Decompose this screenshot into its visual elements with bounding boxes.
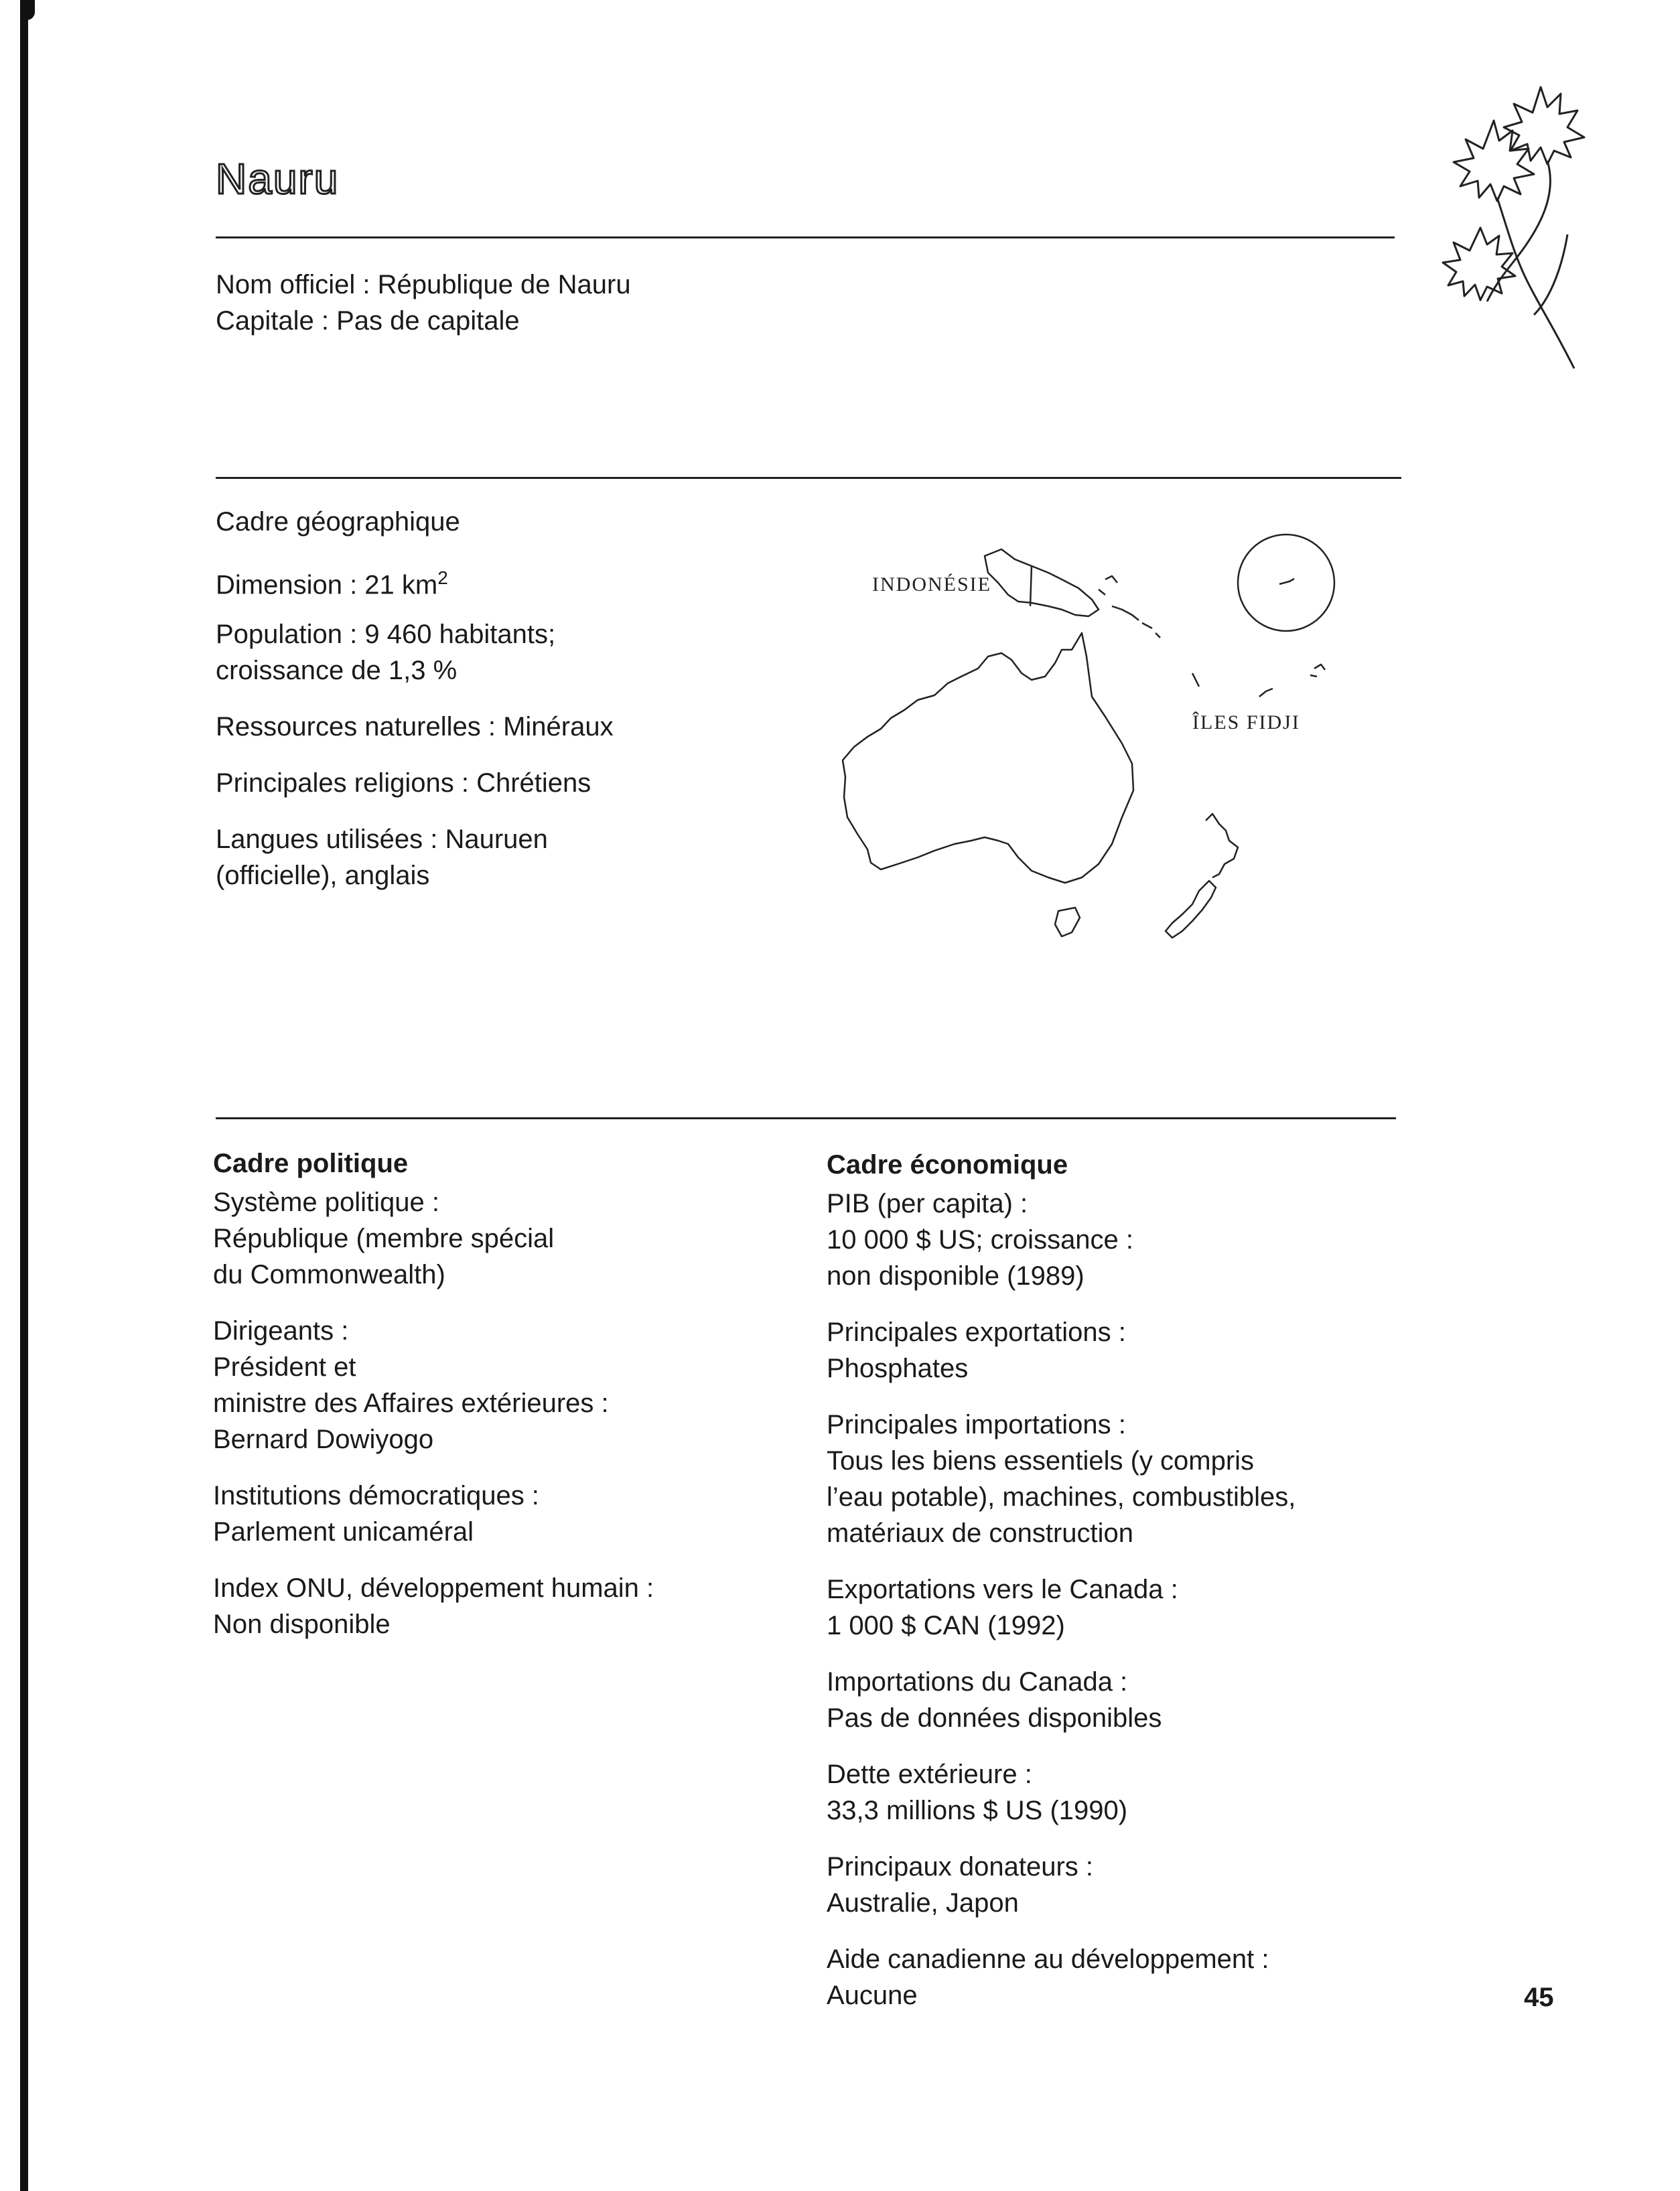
geo-religions: Principales religions : Chrétiens bbox=[216, 768, 591, 798]
economic-heading: Cadre économique bbox=[827, 1150, 1068, 1180]
economic-item-value: 33,3 millions $ US (1990) bbox=[827, 1796, 1128, 1825]
economic-item-label: Principales importations : bbox=[827, 1410, 1126, 1439]
political-item-label: Institutions démocratiques : bbox=[213, 1481, 539, 1510]
economic-item bbox=[827, 1941, 1496, 2013]
economic-item bbox=[827, 1571, 1496, 1644]
economic-item-value: matériaux de construction bbox=[827, 1518, 1134, 1548]
bismarck-islands bbox=[1099, 576, 1117, 595]
dimension-superscript: 2 bbox=[437, 567, 448, 588]
nauru-island-mark bbox=[1279, 579, 1294, 584]
political-section bbox=[213, 1145, 802, 1663]
geo-population-line2: croissance de 1,3 % bbox=[216, 656, 458, 685]
capital: Capitale : Pas de capitale bbox=[216, 306, 520, 336]
political-item bbox=[213, 1478, 802, 1550]
tasmania-outline bbox=[1055, 908, 1080, 936]
new-guinea-outline bbox=[985, 549, 1099, 616]
region-map bbox=[817, 516, 1367, 971]
border-line bbox=[1030, 566, 1032, 606]
economic-item-label: PIB (per capita) : bbox=[827, 1189, 1028, 1218]
political-item bbox=[213, 1313, 802, 1458]
economic-item-label: Exportations vers le Canada : bbox=[827, 1575, 1178, 1604]
new-zealand-south bbox=[1166, 881, 1216, 938]
page-number: 45 bbox=[1524, 1983, 1554, 2012]
political-item-label: Dirigeants : bbox=[213, 1316, 349, 1346]
economic-items bbox=[827, 1186, 1496, 2013]
political-items bbox=[213, 1184, 802, 1642]
geo-divider bbox=[216, 477, 1401, 479]
economic-item-value: Tous les biens essentiels (y compris bbox=[827, 1446, 1255, 1476]
maple-leaf-icon bbox=[1440, 74, 1628, 375]
economic-section bbox=[827, 1147, 1496, 2034]
economic-item-label: Dette extérieure : bbox=[827, 1760, 1032, 1789]
economic-item bbox=[827, 1664, 1496, 1736]
economic-item-value: Australie, Japon bbox=[827, 1888, 1019, 1918]
economic-item-label: Principales exportations : bbox=[827, 1318, 1126, 1347]
economic-item-value: Aucune bbox=[827, 1981, 918, 2010]
political-item-value: République (membre spécial bbox=[213, 1224, 555, 1253]
geo-population-line1: Population : 9 460 habitants; bbox=[216, 620, 556, 649]
political-item-value: ministre des Affaires extérieures : bbox=[213, 1389, 609, 1418]
geo-heading: Cadre géographique bbox=[216, 507, 460, 537]
map-label-indonesia: INDONÉSIE bbox=[872, 573, 991, 595]
geo-dimension bbox=[216, 560, 448, 603]
economic-item-value: non disponible (1989) bbox=[827, 1261, 1084, 1291]
economic-item bbox=[827, 1756, 1496, 1829]
fiji-islands bbox=[1310, 664, 1325, 677]
map-label-fiji: ÎLES FIDJI bbox=[1192, 711, 1300, 733]
new-caledonia bbox=[1259, 689, 1273, 697]
dimension-text: Dimension : 21 km bbox=[216, 570, 438, 600]
political-item-value: Non disponible bbox=[213, 1610, 391, 1639]
political-item-value: du Commonwealth) bbox=[213, 1260, 445, 1289]
vanuatu-islands bbox=[1192, 673, 1199, 687]
economic-item bbox=[827, 1186, 1496, 1294]
geo-languages-line2: (officielle), anglais bbox=[216, 861, 430, 890]
page-binding-edge bbox=[20, 0, 28, 2191]
binding-corner-mark bbox=[20, 0, 35, 20]
geo-languages-line1: Langues utilisées : Nauruen bbox=[216, 825, 548, 854]
economic-item bbox=[827, 1407, 1496, 1551]
economic-item-label: Importations du Canada : bbox=[827, 1667, 1128, 1697]
economic-item-value: Phosphates bbox=[827, 1354, 969, 1383]
political-item-value: Parlement unicaméral bbox=[213, 1517, 474, 1547]
sections-divider bbox=[216, 1117, 1396, 1119]
economic-item-value: 1 000 $ CAN (1992) bbox=[827, 1611, 1065, 1640]
official-name: Nom officiel : République de Nauru bbox=[216, 270, 631, 299]
political-item bbox=[213, 1570, 802, 1642]
political-item-label: Système politique : bbox=[213, 1188, 439, 1217]
economic-item-label: Principaux donateurs : bbox=[827, 1852, 1094, 1882]
country-title: Nauru bbox=[216, 155, 340, 203]
political-item-value: Président et bbox=[213, 1352, 356, 1382]
economic-item-value: l’eau potable), machines, combustibles, bbox=[827, 1482, 1296, 1512]
political-item-label: Index ONU, développement humain : bbox=[213, 1573, 654, 1603]
economic-item-value: 10 000 $ US; croissance : bbox=[827, 1225, 1134, 1255]
political-item-value: Bernard Dowiyogo bbox=[213, 1425, 434, 1454]
solomon-islands bbox=[1112, 606, 1160, 638]
economic-item-label: Aide canadienne au développement : bbox=[827, 1945, 1269, 1974]
economic-item-value: Pas de données disponibles bbox=[827, 1703, 1162, 1733]
economic-item bbox=[827, 1849, 1496, 1921]
australia-outline bbox=[843, 633, 1133, 883]
geo-resources: Ressources naturelles : Minéraux bbox=[216, 712, 614, 741]
economic-item bbox=[827, 1314, 1496, 1387]
political-heading: Cadre politique bbox=[213, 1149, 409, 1178]
political-item bbox=[213, 1184, 802, 1293]
new-zealand-north bbox=[1206, 814, 1238, 877]
title-divider bbox=[216, 236, 1395, 238]
